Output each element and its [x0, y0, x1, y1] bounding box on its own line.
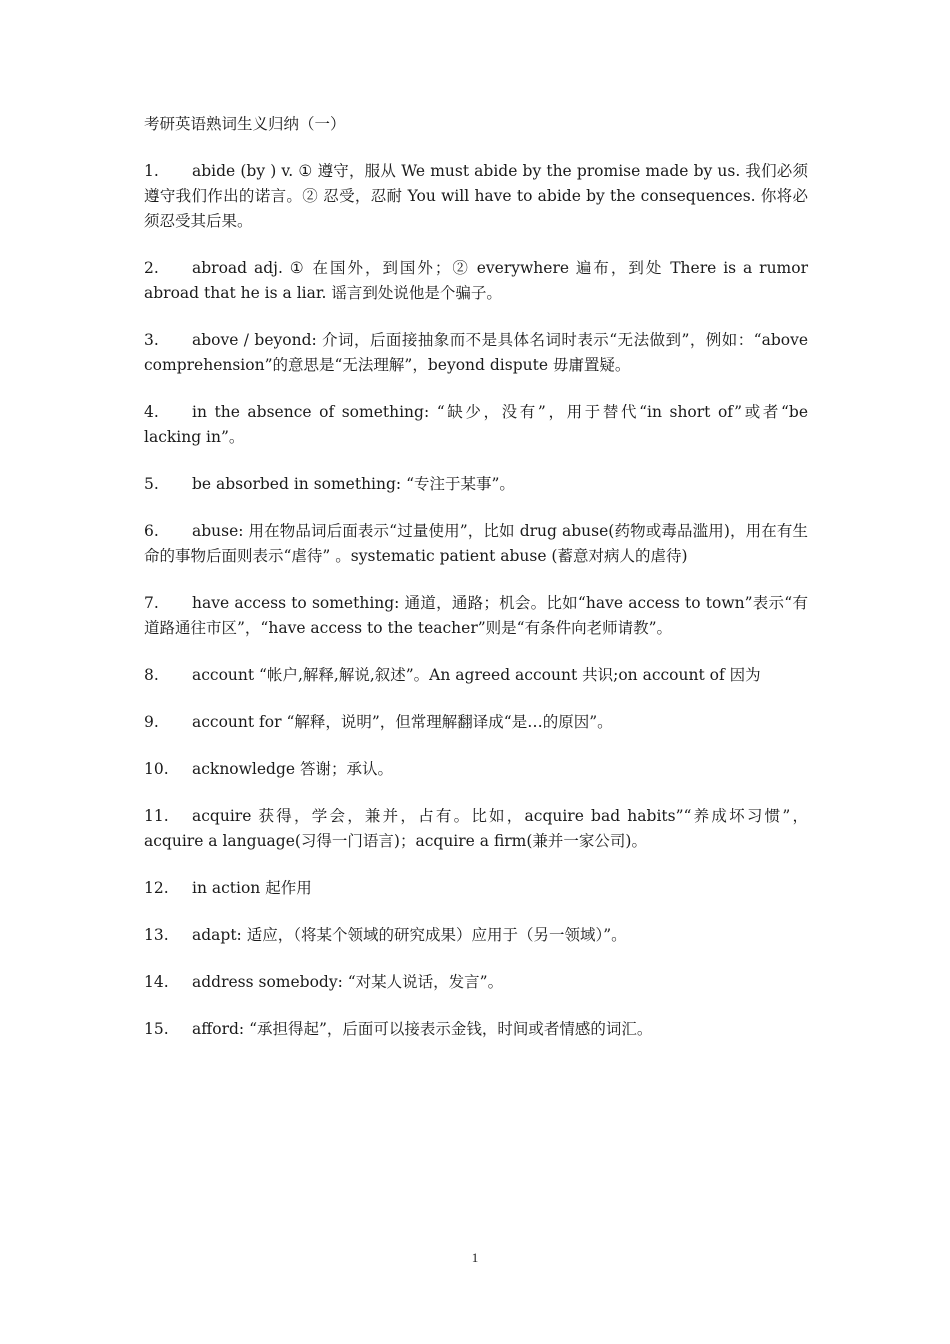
entry-text: above / beyond: 介词，后面接抽象而不是具体名词时表示“无法做到”，例如：“above comprehension”的意思是“无法理解”，beyond dispute 毋庸置疑。	[144, 331, 808, 374]
entry-text: in action 起作用	[192, 879, 312, 897]
entry-text: address somebody: “对某人说话，发言”。	[192, 973, 504, 991]
entry-4	[144, 400, 808, 450]
entry-8	[144, 663, 808, 688]
entry-10	[144, 757, 808, 782]
entry-11	[144, 804, 808, 854]
entry-3	[144, 328, 808, 378]
entry-number: 10.	[144, 760, 169, 778]
entry-number: 8.	[144, 666, 159, 684]
entry-text: abroad adj. ① 在国外，到国外；② everywhere 遍布，到处 There is a rumor abroad that he is a liar. 谣言到处说他是个骗子。	[144, 259, 808, 302]
entry-number: 3.	[144, 331, 159, 349]
page-number: 1	[471, 1250, 479, 1265]
entry-15	[144, 1017, 808, 1042]
entry-text: acknowledge 答谢；承认。	[192, 760, 393, 778]
entry-text: abuse: 用在物品词后面表示“过量使用”，比如 drug abuse(药物或毒品滥用)，用在有生命的事物后面则表示“虐待” 。systematic patient abuse (蓄意对病人的虐待)	[144, 522, 808, 565]
entry-number: 5.	[144, 475, 159, 493]
entry-number: 11.	[144, 807, 169, 825]
document-title: 考研英语熟词生义归纳（一）	[144, 115, 346, 133]
entry-text: be absorbed in something: “专注于某事”。	[192, 475, 515, 493]
entry-13	[144, 923, 808, 948]
entry-number: 13.	[144, 926, 169, 944]
entry-number: 6.	[144, 522, 159, 540]
entry-text: account “帐户,解释,解说,叙述”。An agreed account 共识;on account of 因为	[192, 666, 761, 684]
entry-text: account for “解释，说明”，但常理解翻译成“是…的原因”。	[192, 713, 613, 731]
entry-text: in the absence of something: “缺少，没有”，用于替代“in short of”或者“be lacking in”。	[144, 403, 808, 446]
entry-number: 4.	[144, 403, 159, 421]
entry-number: 2.	[144, 259, 159, 277]
document-body	[144, 112, 808, 1064]
entry-number: 9.	[144, 713, 159, 731]
entry-number: 15.	[144, 1020, 169, 1038]
entry-text: afford: “承担得起”，后面可以接表示金钱，时间或者情感的词汇。	[192, 1020, 653, 1038]
entry-12	[144, 876, 808, 901]
entry-1	[144, 159, 808, 234]
entry-number: 1.	[144, 162, 159, 180]
entry-text: have access to something: 通道，通路；机会。比如“have access to town”表示“有道路通往市区”，“have access to the teacher”则是“有条件向老师请教”。	[144, 594, 808, 637]
entry-text: acquire 获得，学会，兼并，占有。比如，acquire bad habits”“养成坏习惯”，acquire a language(习得一门语言)；acquire a firm(兼并一家公司)。	[144, 807, 808, 850]
entry-number: 14.	[144, 973, 169, 991]
entry-9	[144, 710, 808, 735]
entry-number: 7.	[144, 594, 159, 612]
entry-7	[144, 591, 808, 641]
entry-text: adapt: 适应，（将某个领域的研究成果）应用于（另一领域）”。	[192, 926, 627, 944]
entry-6	[144, 519, 808, 569]
entry-2	[144, 256, 808, 306]
entry-5	[144, 472, 808, 497]
entry-number: 12.	[144, 879, 169, 897]
entry-text: abide (by ) v. ① 遵守，服从 We must abide by the promise made by us. 我们必须遵守我们作出的诺言。② 忍受，忍耐 You will have to abide by the consequences. 你将必须忍受其后果。	[144, 162, 808, 230]
entry-14	[144, 970, 808, 995]
